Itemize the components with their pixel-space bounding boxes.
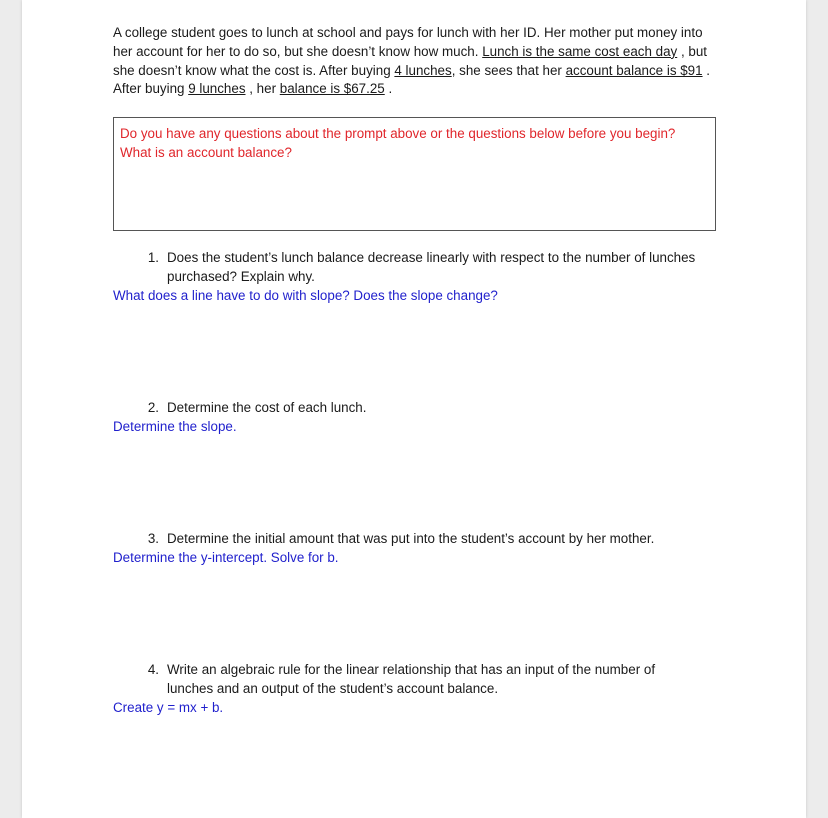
intro-underlined: 4 lunches: [394, 62, 452, 78]
prompt-line-2: What is an account balance?: [120, 144, 292, 160]
question-text: Determine the cost of each lunch.: [167, 400, 367, 415]
question-hint: Create y = mx + b.: [113, 699, 224, 715]
question-hint: Determine the slope.: [113, 418, 237, 434]
intro-underlined: 9 lunches: [188, 81, 246, 97]
question-number: 2.: [147, 400, 159, 415]
intro-underlined: Lunch is the same cost each day: [482, 43, 678, 59]
intro-text: .: [384, 81, 393, 97]
question-2: [113, 399, 733, 437]
intro-text: , she sees that her: [451, 62, 566, 78]
question-1: [113, 249, 733, 305]
document-page: [22, 0, 806, 818]
prompt-line-1: Do you have any questions about the prompt above or the questions below before you begin?: [120, 126, 676, 141]
question-number: 4.: [147, 662, 159, 677]
intro-text: . After buying: [113, 62, 711, 97]
prompt-box: [113, 117, 716, 231]
intro-text: , but she doesn’t know what the cost is. After buying: [113, 43, 708, 78]
question-4: [113, 661, 733, 717]
question-hint: Determine the y-intercept. Solve for b.: [113, 549, 339, 565]
question-3: [113, 530, 733, 568]
question-text: Determine the initial amount that was put into the student’s account by her mother.: [167, 531, 655, 546]
intro-text: A college student goes to lunch at school and pays for lunch with her ID. Her mother put money into her account for her to do so, but she doesn’t know how much.: [113, 25, 703, 59]
question-text: Does the student’s lunch balance decrease linearly with respect to the number of lunches purchased? Explain why.: [167, 250, 696, 284]
question-number: 1.: [147, 250, 159, 265]
intro-underlined: balance is $67.25: [279, 81, 385, 97]
prompt-text: [120, 125, 715, 163]
intro-underlined: account balance is $91: [565, 62, 703, 78]
intro-text: , her: [245, 81, 280, 97]
question-number: 3.: [147, 531, 159, 546]
question-hint: What does a line have to do with slope? Does the slope change?: [113, 287, 498, 303]
intro-paragraph: [113, 24, 723, 99]
question-text: Write an algebraic rule for the linear relationship that has an input of the number of lunches and an output of the student’s account balance.: [167, 662, 656, 696]
